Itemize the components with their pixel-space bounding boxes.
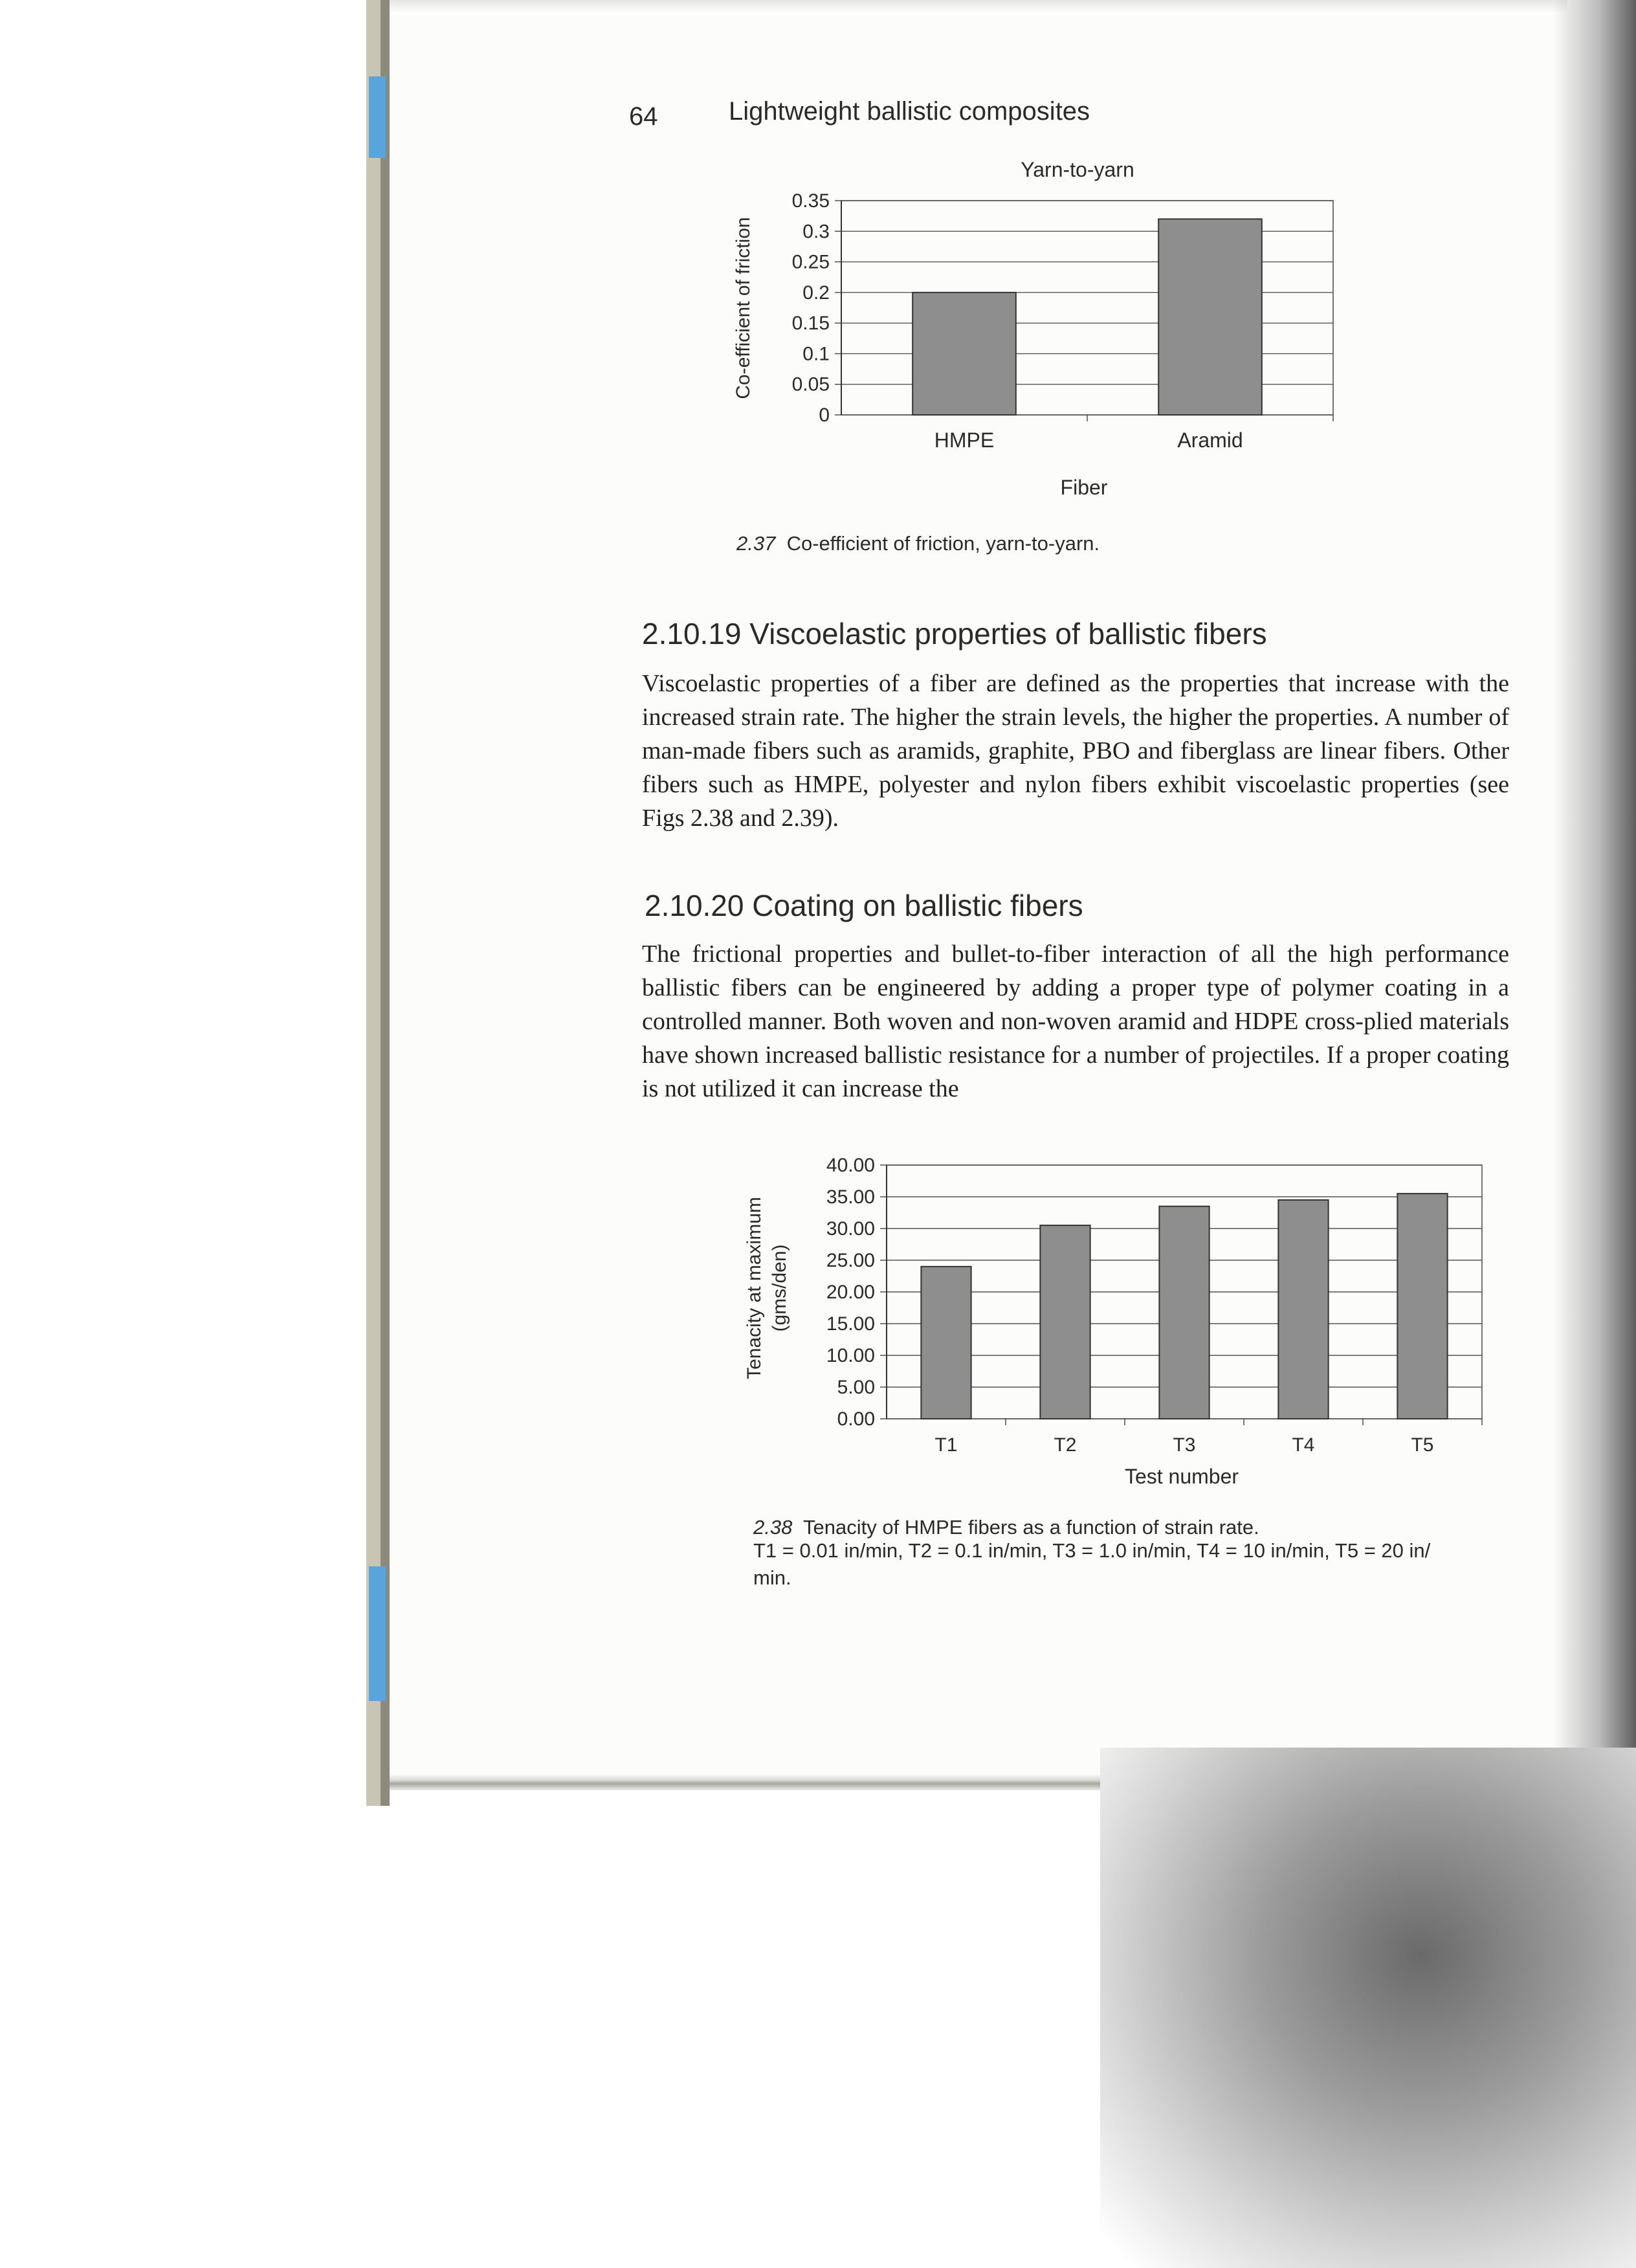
bar-t1 bbox=[921, 1267, 971, 1419]
tenacity-bar-chart bbox=[731, 1152, 1508, 1502]
figure-number: 2.38 bbox=[753, 1516, 793, 1539]
book-spine-shadow bbox=[381, 0, 390, 1806]
chart-bars bbox=[921, 1194, 1447, 1419]
y-tick-label: 0.1 bbox=[802, 343, 830, 365]
y-tick-label: 0.05 bbox=[791, 373, 830, 395]
section-body-21020: The frictional properties and bullet-to-fiber interaction of all the high performance ballistic fibers can be engineered by adding a proper type of polymer coating in a controlled manner. Both woven and non-woven aramid and HDPE cross-plied materials have shown increased ballistic resistance for a number of projectiles. If a proper coating is not utilized it can increase the bbox=[642, 940, 1509, 1102]
y-tick-label: 0.00 bbox=[837, 1408, 875, 1430]
y-tick-label: 0.15 bbox=[791, 313, 830, 335]
x-axis-label: Fiber bbox=[1060, 476, 1108, 499]
y-tick-labels bbox=[792, 190, 830, 426]
y-axis-label: Co-efficient of friction bbox=[733, 217, 754, 399]
running-head: Lightweight ballistic composites bbox=[729, 97, 1090, 126]
y-tick-label: 0.35 bbox=[791, 190, 830, 212]
page-top-edge bbox=[390, 0, 1567, 14]
chart-title: Yarn-to-yarn bbox=[1021, 158, 1134, 181]
y-tick-label: 15.00 bbox=[826, 1313, 875, 1335]
y-tick-label: 0.3 bbox=[802, 221, 830, 243]
y-tick-label: 20.00 bbox=[826, 1282, 875, 1303]
figure-number: 2.37 bbox=[736, 532, 776, 555]
x-tick-labels bbox=[934, 1434, 1433, 1456]
bar-t5 bbox=[1397, 1194, 1447, 1419]
page-edge-tab-top bbox=[369, 76, 386, 158]
chart-bars bbox=[912, 219, 1262, 415]
bar-t3 bbox=[1159, 1206, 1209, 1419]
y-tick-label: 10.00 bbox=[826, 1345, 875, 1366]
y-axis-label-line2: (gms/den) bbox=[769, 1244, 790, 1332]
page-number: 64 bbox=[629, 102, 658, 131]
section-heading-21019: 2.10.19 Viscoelastic properties of ballistic fibers bbox=[642, 617, 1267, 650]
bar-aramid bbox=[1158, 219, 1262, 415]
x-tick-label: T1 bbox=[934, 1434, 958, 1456]
figure-caption-text: Co-efficient of friction, yarn-to-yarn. bbox=[786, 532, 1100, 555]
y-tick-label: 0.25 bbox=[791, 251, 830, 273]
page-gutter-shadow bbox=[1553, 0, 1636, 1799]
y-tick-label: 35.00 bbox=[826, 1186, 875, 1208]
friction-bar-chart bbox=[712, 146, 1359, 509]
x-tick-label: T2 bbox=[1054, 1434, 1077, 1456]
y-axis-label-line1: Tenacity at maximum bbox=[744, 1197, 765, 1379]
y-tick-label: 0.2 bbox=[802, 282, 830, 304]
x-tick-label: T3 bbox=[1173, 1434, 1196, 1456]
bar-hmpe bbox=[912, 293, 1016, 415]
section-heading-21020: 2.10.20 Coating on ballistic fibers bbox=[645, 889, 1083, 922]
x-axis-label: Test number bbox=[1124, 1465, 1239, 1488]
x-tick-labels bbox=[934, 428, 1243, 452]
bar-t4 bbox=[1278, 1200, 1328, 1419]
thumb-shadow bbox=[1100, 1748, 1636, 2268]
y-tick-labels bbox=[826, 1155, 875, 1430]
section-body-21019: Viscoelastic properties of a fiber are defined as the properties that increase with the increased strain rate. The higher the strain levels, the higher the properties. A number of man-made fibers such as aramids, graphite, PBO and fiberglass are linear fibers. Other fibers such as HMPE, polyester and nylon fibers exhibit viscoelastic properties (see Figs 2.38 and 2.39). bbox=[642, 670, 1509, 832]
figure-caption-238 bbox=[753, 1516, 1259, 1539]
x-tick-label: Aramid bbox=[1177, 428, 1243, 452]
page-edge-tab-bottom bbox=[369, 1566, 386, 1701]
figure-caption-line3: min. bbox=[753, 1566, 791, 1589]
figure-caption-237 bbox=[736, 532, 1100, 555]
figure-caption-line1: Tenacity of HMPE fibers as a function of strain rate. bbox=[803, 1516, 1259, 1539]
x-tick-label: T5 bbox=[1411, 1434, 1434, 1456]
x-tick-label: T4 bbox=[1292, 1434, 1315, 1456]
x-tick-label: HMPE bbox=[934, 428, 995, 452]
bar-t2 bbox=[1040, 1225, 1090, 1419]
y-tick-label: 25.00 bbox=[826, 1250, 875, 1271]
y-tick-label: 30.00 bbox=[826, 1218, 875, 1240]
y-tick-label: 0 bbox=[819, 405, 830, 426]
figure-caption-line2: T1 = 0.01 in/min, T2 = 0.1 in/min, T3 = 1.0 in/min, T4 = 10 in/min, T5 = 20 in/ bbox=[753, 1539, 1431, 1562]
y-tick-label: 5.00 bbox=[837, 1377, 875, 1398]
y-tick-label: 40.00 bbox=[826, 1155, 875, 1176]
